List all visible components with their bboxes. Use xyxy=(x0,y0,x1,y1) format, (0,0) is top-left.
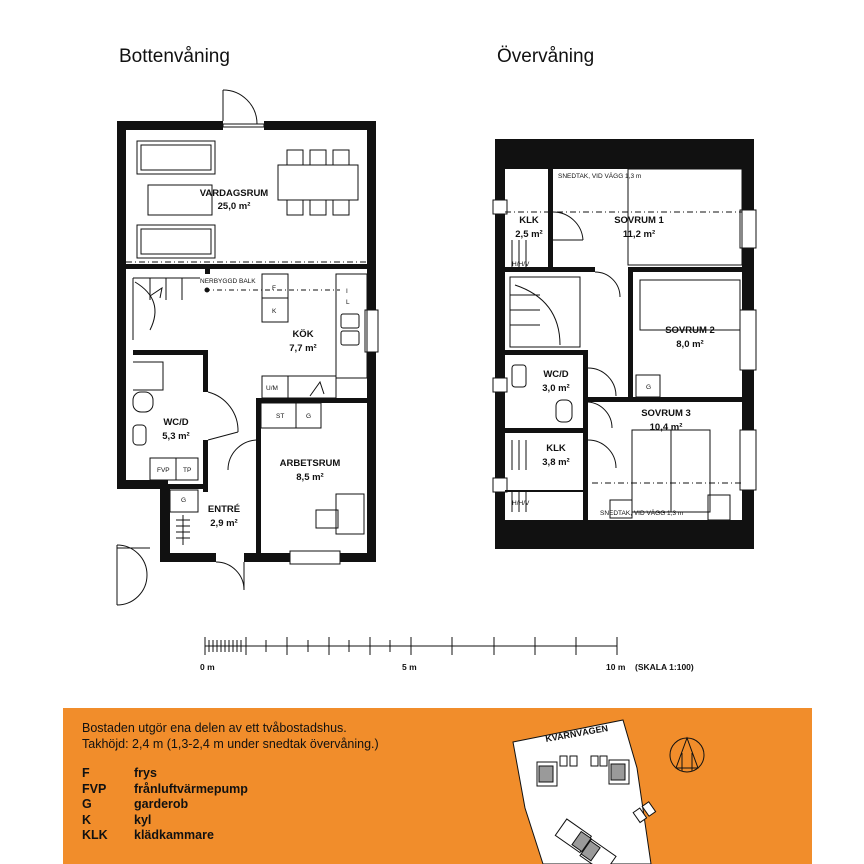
north-arrow-icon xyxy=(670,738,704,772)
fixture-g-arbetsrum: G xyxy=(306,413,312,420)
room-area-sovrum3: 10,4 m² xyxy=(649,422,683,433)
fixture-hylla-klk2: H/H/V xyxy=(512,500,530,507)
room-area-kok: 7,7 m² xyxy=(289,343,317,354)
room-area-vardagsrum: 25,0 m² xyxy=(217,201,251,212)
room-area-arbetsrum: 8,5 m² xyxy=(296,472,324,483)
fixture-g-entre: G xyxy=(181,497,187,504)
annotation-snedtak-bottom: SNEDTAK, VID VÄGG 1,3 m xyxy=(600,510,684,517)
room-name-kok: KÖK xyxy=(292,329,314,340)
room-name-sovrum2: SOVRUM 2 xyxy=(665,325,715,336)
room-area-wcd2: 3,0 m² xyxy=(542,383,570,394)
room-name-arbetsrum: ARBETSRUM xyxy=(279,458,341,469)
info-line-building: Bostaden utgör ena delen av ett tvåbostadshus. xyxy=(82,721,347,735)
fixture-i: I xyxy=(346,288,348,295)
fixture-g-sovrum2: G xyxy=(646,384,652,391)
legend-row: F frys xyxy=(82,766,157,780)
info-panel xyxy=(63,708,812,864)
legend-row: KLK klädkammare xyxy=(82,828,214,842)
fixture-hylla-klk1: H/H/V xyxy=(512,261,530,268)
fixture-um: U/M xyxy=(266,385,278,392)
room-area-entre: 2,9 m² xyxy=(210,518,238,529)
legend-row: K kyl xyxy=(82,812,152,827)
room-area-klk2: 3,8 m² xyxy=(542,457,570,468)
room-area-sovrum1: 11,2 m² xyxy=(622,229,656,240)
room-name-wcd2: WC/D xyxy=(543,369,569,380)
room-name-klk1: KLK xyxy=(519,215,539,226)
scale-label-5: 5 m xyxy=(402,662,417,672)
fixture-freezer: F xyxy=(272,285,276,292)
room-name-vardagsrum: VARDAGSRUM xyxy=(199,188,269,199)
scale-label-0: 0 m xyxy=(200,662,215,672)
room-name-entre: ENTRÉ xyxy=(207,504,241,515)
upper-floor-title: Övervåning xyxy=(497,46,595,67)
room-name-sovrum3: SOVRUM 3 xyxy=(641,408,691,419)
site-map xyxy=(63,708,812,864)
road-label: KVARNVÄGEN xyxy=(544,723,609,744)
ground-floor-title: Bottenvåning xyxy=(119,46,230,67)
room-name-wcd: WC/D xyxy=(163,417,189,428)
fixture-tp: TP xyxy=(183,467,192,474)
legend-row: FVP frånluftvärmepump xyxy=(82,781,248,796)
room-name-sovrum1: SOVRUM 1 xyxy=(614,215,664,226)
scale-note: (SKALA 1:100) xyxy=(635,662,694,672)
scale-bar xyxy=(205,637,617,655)
room-area-wcd: 5,3 m² xyxy=(162,431,190,442)
fixture-fvp: FVP xyxy=(157,467,170,474)
fixture-st: ST xyxy=(276,413,285,420)
legend-row: G garderob xyxy=(82,797,189,811)
annotation-snedtak-top: SNEDTAK, VID VÄGG 1,3 m xyxy=(558,173,642,180)
room-name-klk2: KLK xyxy=(546,443,566,454)
fixture-l: L xyxy=(346,299,350,306)
scale-label-10: 10 m xyxy=(606,662,626,672)
ground-floor-plan xyxy=(117,90,378,605)
annotation-nedbyggd-balk: NERBYGGD BALK xyxy=(200,278,256,285)
room-area-klk1: 2,5 m² xyxy=(515,229,543,240)
room-area-sovrum2: 8,0 m² xyxy=(676,339,704,350)
upper-floor-plan xyxy=(493,139,756,549)
info-line-ceiling: Takhöjd: 2,4 m (1,3-2,4 m under snedtak övervåning.) xyxy=(82,737,379,751)
fixture-fridge: K xyxy=(272,308,277,315)
